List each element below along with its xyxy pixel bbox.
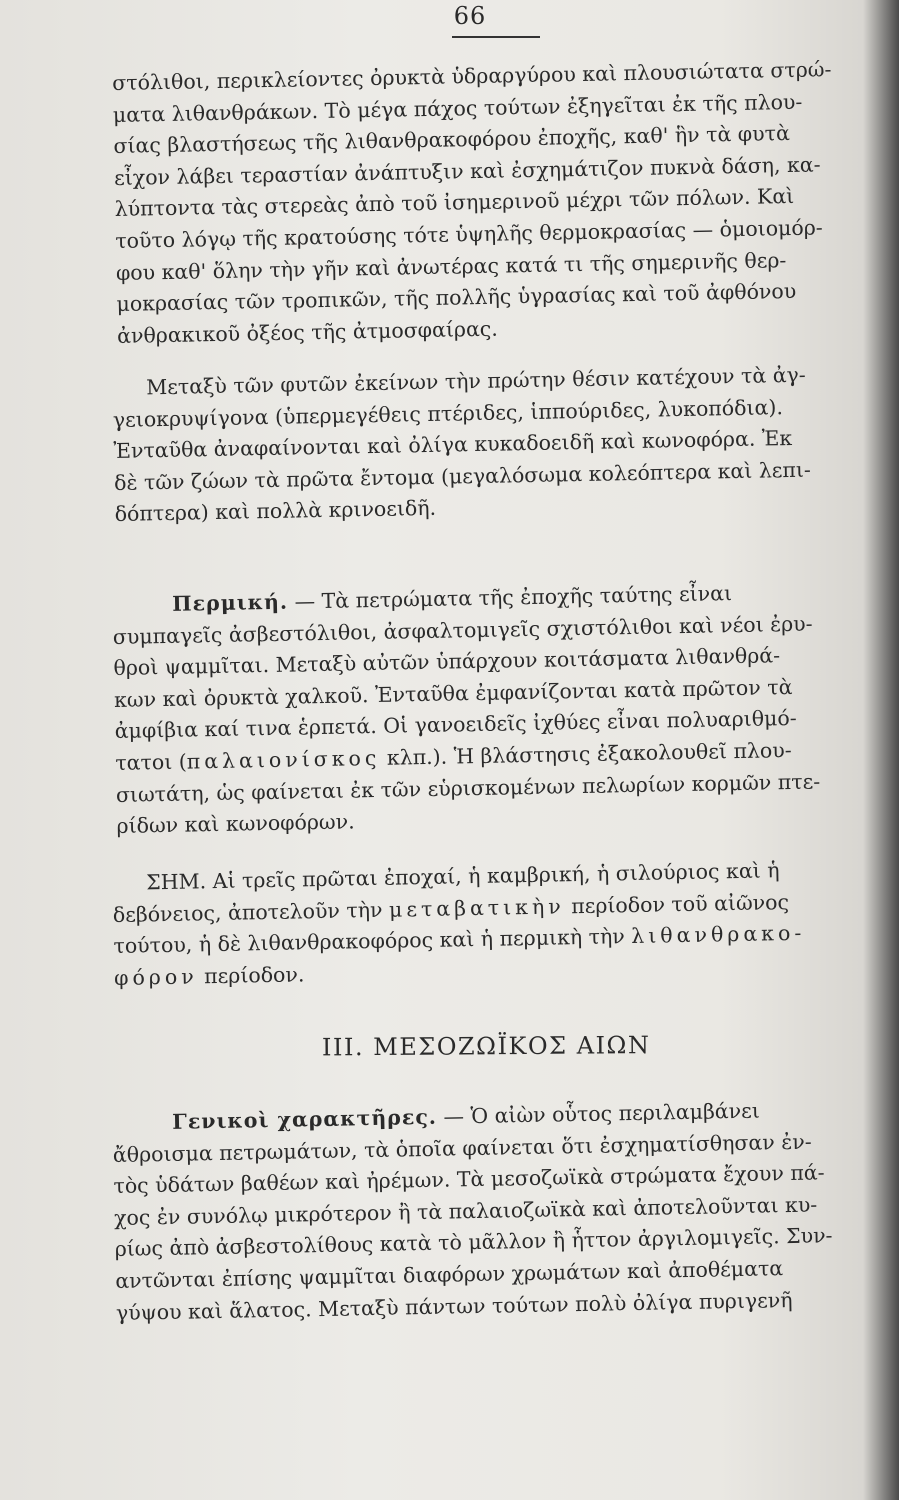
spaced-term: φόρον <box>113 964 198 990</box>
text-fragment: περίοδον. <box>197 962 305 989</box>
text-fragment: τατοι ( <box>115 749 187 775</box>
text-line: φου καθ' ὅλην τὴν γῆν καὶ ἀνωτέρας κατά τι τῆς σημερινῆς θερ- <box>115 247 787 285</box>
text-line: Μεταξὺ τῶν φυτῶν ἐκείνων τὴν πρώτην θέσιν κατέχουν τὰ ἀγ- <box>146 362 806 400</box>
section-title: ΙΙΙ. ΜΕΣΟΖΩΪΚΟΣ ΑΙΩΝ <box>321 1031 651 1062</box>
spaced-term: λιθανθρακο- <box>631 920 806 949</box>
spaced-term: μεταβατικὴν <box>388 893 565 922</box>
text-fragment: τούτου, ἡ δὲ λιθανθρακοφόρος καὶ ἡ περμικὴ τὴν <box>113 924 632 959</box>
text-line: λύπτοντα τὰς στερεὰς ἀπὸ τοῦ ἰσημερινοῦ μέχρι τῶν πόλων. Καὶ <box>114 184 795 222</box>
text-line: ἀμφίβια καί τινα ἑρπετά. Οἱ γανοειδεῖς ἰχθύες εἶναι πολυαριθμό- <box>114 706 797 744</box>
section-heading-permian: Περμική. <box>172 589 289 616</box>
text-line: γειοκρυψίγονα (ὑπερμεγέθεις πτέριδες, ἱππούριδες, λυκοπόδια). <box>112 394 784 432</box>
text-line: συμπαγεῖς ἀσβεστόλιθοι, ἀσφαλτομιγεῖς σχιστόλιθοι καὶ νέοι ἐρυ- <box>112 611 813 649</box>
text-fragment: κλπ.). Ἡ βλάστησις ἐξακολουθεῖ πλου- <box>380 737 792 770</box>
section-heading-general: Γενικοὶ χαρακτῆρες. <box>172 1104 438 1134</box>
text-fragment: περίοδον τοῦ αἰῶνος <box>564 889 790 918</box>
paragraph-permian <box>112 575 887 842</box>
text-line: ρίδων καὶ κωνοφόρων. <box>116 809 355 839</box>
paragraph-general-characteristics <box>112 1093 886 1329</box>
text-line: ρίως ἀπὸ ἀσβεστολίθους κατὰ τὸ μᾶλλον ἢ ἧττον ἀργιλομιγεῖς. Συν- <box>114 1223 833 1262</box>
paragraph-carboniferous <box>112 53 887 352</box>
text-line: εἶχον λάβει τεραστίαν ἀνάπτυξιν καὶ ἐσχημάτιζον πυκνὰ δάση, κα- <box>113 152 821 190</box>
text-line: μοκρασίας τῶν τροπικῶν, τῆς πολλῆς ὑγρασίας καὶ τοῦ ἀφθόνου <box>116 279 797 317</box>
text-line: ΣΗΜ. Αἱ τρεῖς πρῶται ἐποχαί, ἡ καμβρική, ἡ σιλούριος καὶ ἡ <box>146 858 780 895</box>
text-line: χος ἐν συνόλῳ μικρότερον ἢ τὰ παλαιοζωϊκὰ καὶ ἀποτελοῦνται κυ- <box>113 1192 818 1230</box>
text-line: τοῦτο λόγῳ τῆς κρατούσης τότε ὑψηλῆς θερμοκρασίας — ὁμοιομόρ- <box>115 215 823 253</box>
text-line: δὲ τῶν ζώων τὰ πρῶτα ἔντομα (μεγαλόσωμα κολεόπτερα καὶ λεπι- <box>113 457 812 495</box>
text-fragment: — Τὰ πετρώματα τῆς ἐποχῆς ταύτης εἶναι <box>287 581 733 614</box>
page-number: 66 <box>453 2 487 30</box>
paragraph-note <box>112 853 884 994</box>
spaced-term: παλαιονίσκος <box>186 745 381 774</box>
text-fragment: δεβόνειος, ἀποτελοῦν τὴν <box>112 897 390 927</box>
text-line: σίας βλαστήσεως τῆς λιθανθρακοφόρου ἐποχῆς, καθ' ἣν τὰ φυτὰ <box>113 121 791 159</box>
text-line: κων καὶ ὀρυκτὰ χαλκοῦ. Ἐνταῦθα ἐμφανίζονται κατὰ πρῶτον τὰ <box>113 674 793 712</box>
text-line: δόπτερα) καὶ πολλὰ κρινοειδῆ. <box>114 496 437 527</box>
page-number-rule <box>452 36 540 38</box>
text-line: σιωτάτη, ὡς φαίνεται ἐκ τῶν εὑρισκομένων πελωρίων κορμῶν πτε- <box>115 769 821 807</box>
text-line: αντῶνται ἐπίσης ψαμμῖται διαφόρων χρωμάτων καὶ ἀποθέματα <box>115 1256 784 1293</box>
text-line: Ἐνταῦθα ἀναφαίνονται καὶ ὀλίγα κυκαδοειδῆ καὶ κωνοφόρα. Ἐκ <box>113 426 793 464</box>
text-line: ματα λιθανθράκων. Τὸ μέγα πάχος τούτων ἐξηγεῖται ἐκ τῆς πλου- <box>112 89 803 127</box>
text-line: ἀνθρακικοῦ ὀξέος τῆς ἀτμοσφαίρας. <box>116 316 499 348</box>
text-fragment: — Ὁ αἰὼν οὗτος περιλαμβάνει <box>436 1098 760 1129</box>
text-line: γύψου καὶ ἅλατος. Μεταξὺ πάντων τούτων πολὺ ὀλίγα πυριγενῆ <box>115 1287 793 1325</box>
paragraph-flora <box>112 358 885 531</box>
text-line: θροὶ ψαμμῖται. Μεταξὺ αὐτῶν ὑπάρχουν κοιτάσματα λιθανθρά- <box>113 643 781 681</box>
text-line: τὸς ὑδάτων βαθέων καὶ ἠρέμων. Τὰ μεσοζωϊκὰ στρώματα ἔχουν πά- <box>113 1160 825 1199</box>
text-line: ἄθροισμα πετρωμάτων, τὰ ὁποῖα φαίνεται ὅτι ἐσχηματίσθησαν ἐν- <box>112 1129 812 1167</box>
text-line: στόλιθοι, περικλείοντες ὀρυκτὰ ὑδραργύρου καὶ πλουσιώτατα στρώ- <box>112 57 832 95</box>
